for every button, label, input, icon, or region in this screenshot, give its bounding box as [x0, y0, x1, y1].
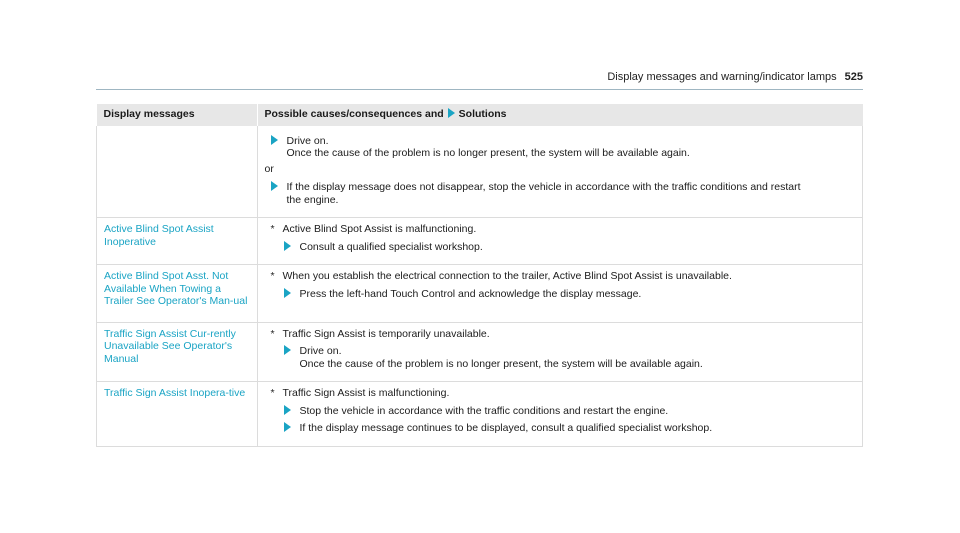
arrow-right-icon: [284, 241, 291, 251]
cause-line: [271, 328, 857, 341]
solution-step: [271, 405, 857, 418]
col-header-causes: [257, 104, 863, 126]
bullet-asterisk: *: [270, 387, 275, 399]
message-cell: [97, 126, 258, 218]
bullet-asterisk: *: [270, 223, 275, 235]
page-header: [96, 71, 863, 83]
table-row: [97, 382, 863, 447]
section-title: Display messages and warning/indicator lamps: [607, 71, 837, 83]
step-text: Drive on.: [286, 134, 329, 147]
step-text: Once the cause of the problem is no longer present, the system will be available again.: [286, 147, 690, 159]
or-label: or: [264, 162, 274, 175]
header-rule: [96, 89, 863, 90]
step-text: Consult a qualified specialist workshop.: [299, 240, 483, 253]
step-text: the engine.: [286, 193, 339, 206]
cause-line: [271, 223, 857, 236]
message-cell: [97, 265, 258, 323]
cause-text: When you establish the electrical connection to the trailer, Active Blind Spot Assist is unavailable.: [282, 270, 732, 282]
display-messages-table: [96, 104, 863, 447]
table-header-row: [97, 104, 863, 126]
solution-step: [258, 181, 857, 206]
bullet-asterisk: *: [270, 327, 275, 340]
cause-line: [271, 270, 857, 283]
arrow-right-icon: [284, 288, 291, 298]
bullet-asterisk: *: [270, 270, 275, 282]
table-row: [97, 126, 863, 218]
solution-cell: [257, 322, 863, 382]
col-header-solutions-label: Solutions: [458, 108, 507, 120]
solution-cell: [257, 265, 863, 323]
solution-cell: [257, 218, 863, 265]
cause-text: Active Blind Spot Assist is malfunctioning.: [282, 223, 477, 235]
step-text: If the display message continues to be displayed, consult a qualified specialist workshop.: [299, 422, 713, 434]
step-text: Press the left-hand Touch Control and acknowledge the display message.: [299, 287, 642, 300]
table-row: [97, 218, 863, 265]
arrow-right-icon: [271, 181, 278, 191]
arrow-right-icon: [271, 135, 278, 145]
step-text: Stop the vehicle in accordance with the traffic conditions and restart the engine.: [299, 404, 669, 417]
solution-cell: [257, 382, 863, 447]
solution-step: [271, 422, 857, 435]
arrow-right-icon: [284, 405, 291, 415]
table-row: [97, 265, 863, 323]
message-cell: Traffic Sign Assist Inopera-tive: [97, 382, 258, 447]
step-text: If the display message does not disappear, stop the vehicle in accordance with the traffic conditions and restart: [286, 181, 801, 193]
solution-step: [271, 288, 857, 301]
arrow-right-icon: [284, 422, 291, 432]
arrow-right-icon: [448, 108, 455, 118]
table-row: [97, 322, 863, 382]
arrow-right-icon: [284, 345, 291, 355]
page-number: 525: [844, 71, 863, 83]
col-header-causes-label: Possible causes/consequences and: [264, 108, 444, 120]
solution-step: [258, 135, 857, 160]
message-cell: Traffic Sign Assist Cur-rently Unavailable See Operator's Manual: [97, 322, 258, 382]
solution-cell: [257, 126, 863, 218]
step-text: Once the cause of the problem is no longer present, the system will be available again.: [299, 357, 703, 370]
step-text: Drive on.: [299, 345, 342, 357]
message-text: Active Blind Spot Asst. Not Available When Towing a Trailer See Operator's Man-ual: [104, 270, 248, 307]
solution-step: [271, 345, 857, 370]
solution-step: [271, 241, 857, 254]
cause-text: Traffic Sign Assist is malfunctioning.: [282, 387, 450, 399]
col-header-display-messages: Display messages: [97, 104, 258, 126]
cause-line: [271, 387, 857, 400]
message-cell: Active Blind Spot Assist Inoperative: [97, 218, 258, 265]
cause-text: Traffic Sign Assist is temporarily unavailable.: [282, 327, 490, 340]
